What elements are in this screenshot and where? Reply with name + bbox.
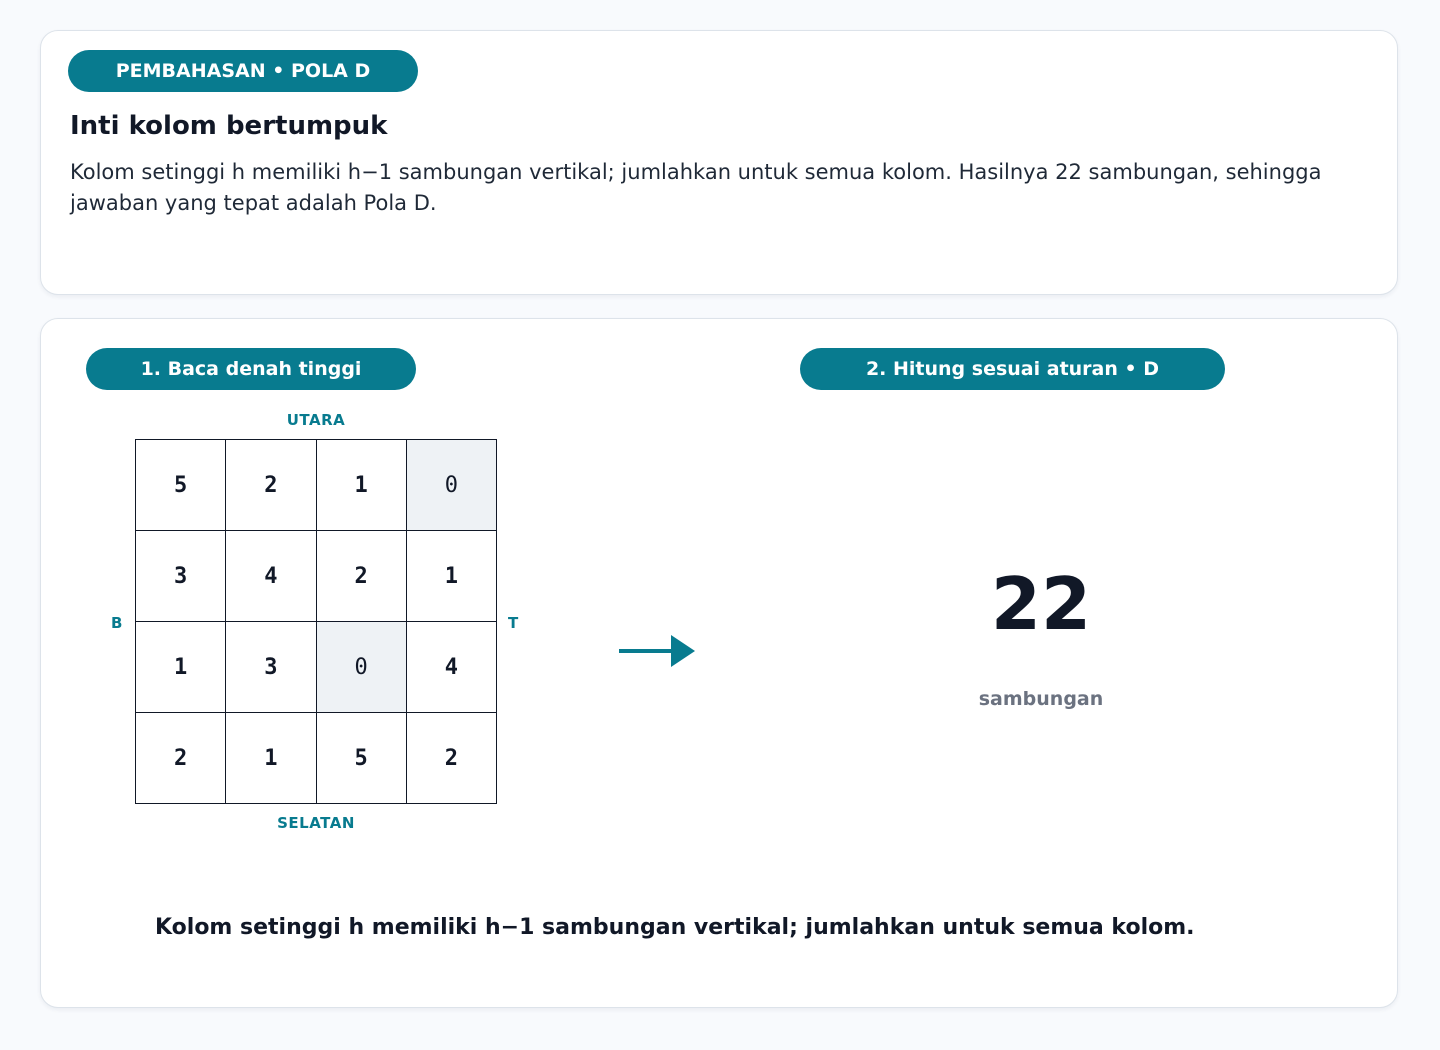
step-2-label: 2. Hitung sesuai aturan • D — [800, 348, 1225, 390]
grid-cell: 4 — [406, 622, 496, 713]
step-1-label: 1. Baca denah tinggi — [86, 348, 416, 390]
rule-summary: Kolom setinggi h memiliki h−1 sambungan vertikal; jumlahkan untuk semua kolom. — [155, 915, 1195, 940]
compass-north-label: UTARA — [286, 411, 346, 429]
compass-east-label: T — [508, 614, 519, 632]
grid-cell: 5 — [136, 440, 226, 531]
grid-cell: 1 — [136, 622, 226, 713]
explanation-card — [40, 30, 1398, 295]
connection-count: 22 — [990, 562, 1092, 646]
grid-cell: 4 — [226, 531, 316, 622]
grid-cell: 0 — [406, 440, 496, 531]
grid-cell: 0 — [316, 622, 406, 713]
grid-row — [136, 622, 497, 713]
explanation-badge: PEMBAHASAN • POLA D — [68, 50, 418, 92]
grid-cell: 1 — [406, 531, 496, 622]
grid-cell: 3 — [226, 622, 316, 713]
compass-west-label: B — [111, 614, 123, 632]
grid-cell: 3 — [136, 531, 226, 622]
grid-row — [136, 440, 497, 531]
grid-cell: 2 — [316, 531, 406, 622]
arrow-right-icon — [619, 633, 697, 669]
explanation-title: Inti kolom bertumpuk — [70, 111, 388, 141]
grid-cell: 5 — [316, 713, 406, 804]
grid-cell: 2 — [136, 713, 226, 804]
solution-card — [40, 318, 1398, 1008]
grid-cell: 1 — [226, 713, 316, 804]
explanation-text: Kolom setinggi h memiliki h−1 sambungan vertikal; jumlahkan untuk semua kolom. Hasilnya 22 sambungan, sehingga jawaban yang tepat adalah Pola D. — [70, 160, 1322, 215]
grid-row — [136, 531, 497, 622]
grid-cell: 2 — [226, 440, 316, 531]
height-map-grid — [135, 439, 497, 804]
compass-south-label: SELATAN — [277, 814, 355, 832]
grid-cell: 1 — [316, 440, 406, 531]
grid-cell: 2 — [406, 713, 496, 804]
connection-unit: sambungan — [978, 688, 1104, 710]
grid-row — [136, 713, 497, 804]
